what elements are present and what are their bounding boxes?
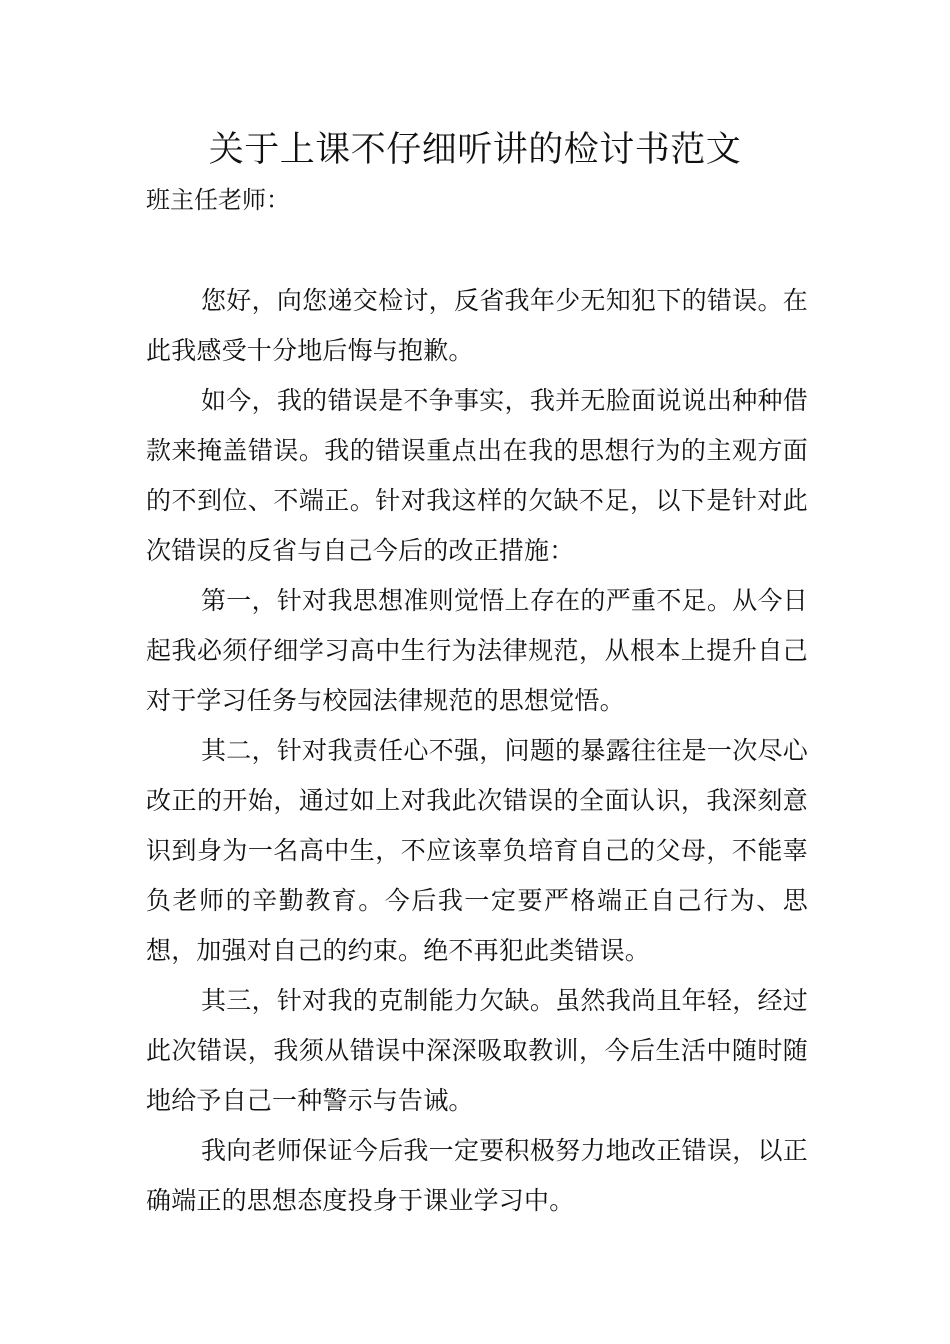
- document-title: 关于上课不仔细听讲的检讨书范文: [208, 130, 742, 170]
- paragraph-third-measure: 其三，针对我的克制能力欠缺。虽然我尚且年轻，经过此次错误，我须从错误中深深吸取教训，今后生活中随时随地给予自己一种警示与告诫。: [146, 986, 808, 1115]
- paragraph-greeting: 您好，向您递交检讨，反省我年少无知犯下的错误。在此我感受十分地后悔与抱歉。: [146, 286, 808, 365]
- paragraph-second-measure: 其二，针对我责任心不强，问题的暴露往往是一次尽心改正的开始，通过如上对我此次错误的全面认识，我深刻意识到身为一名高中生，不应该辜负培育自己的父母，不能辜负老师的辛勤教育。今后我一定要严格端正自己行为、思想，加强对自己的约束。绝不再犯此类错误。: [146, 736, 808, 965]
- document-body: [146, 276, 808, 1226]
- salutation: 班主任老师：: [146, 186, 290, 214]
- paragraph-promise: 我向老师保证今后我一定要积极努力地改正错误，以正确端正的思想态度投身于课业学习中。: [146, 1136, 808, 1215]
- paragraph-admission: 如今，我的错误是不争事实，我并无脸面说说出种种借款来掩盖错误。我的错误重点出在我的思想行为的主观方面的不到位、不端正。针对我这样的欠缺不足，以下是针对此次错误的反省与自己今后的改正措施：: [146, 386, 808, 565]
- paragraph-first-measure: 第一，针对我思想准则觉悟上存在的严重不足。从今日起我必须仔细学习高中生行为法律规范，从根本上提升自己对于学习任务与校园法律规范的思想觉悟。: [146, 586, 808, 715]
